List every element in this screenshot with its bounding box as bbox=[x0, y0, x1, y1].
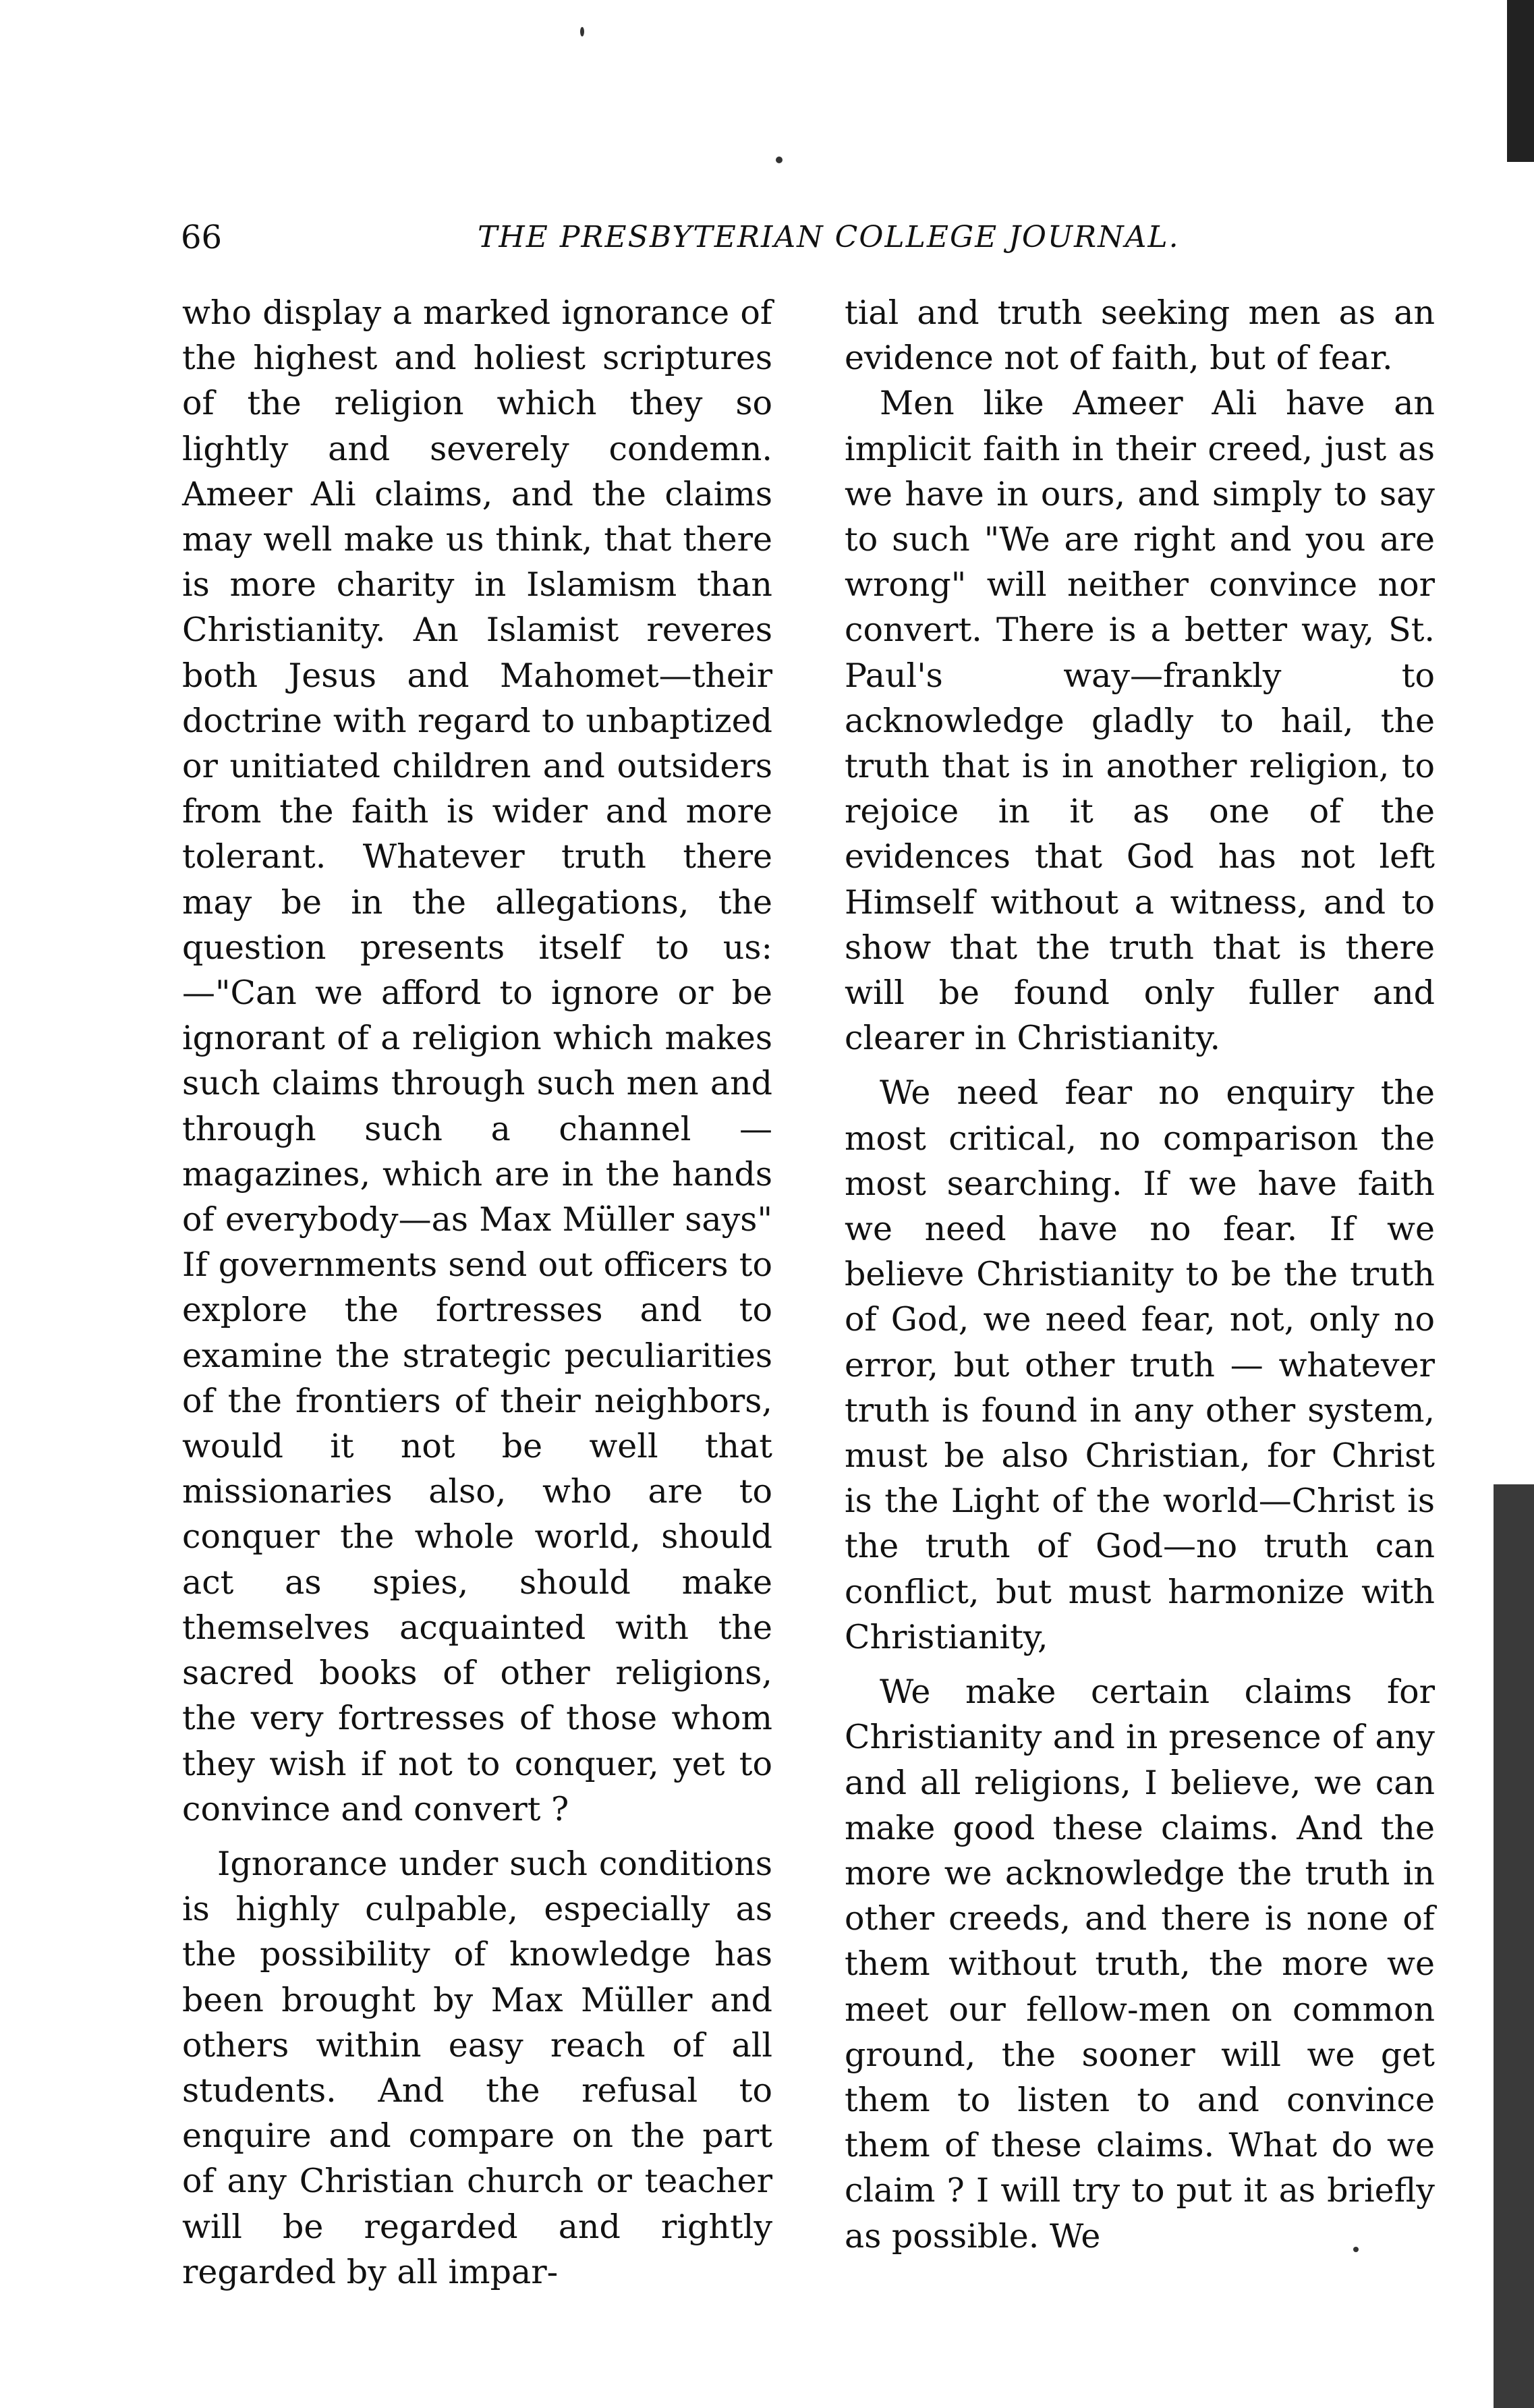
page-header bbox=[181, 211, 1341, 264]
binding-shadow-top bbox=[1507, 0, 1534, 162]
right-paragraph-1: tial and truth seeking men as an evidence not of faith, but of fear. bbox=[845, 293, 1435, 378]
running-title: THE PRESBYTERIAN COLLEGE JOURNAL. bbox=[478, 220, 1180, 254]
right-column bbox=[845, 290, 1435, 2259]
right-paragraph-3: We need fear no enquiry the most critical, no comparison the most searching. If we have faith we need have no fear. If we believe Christianity to be the truth of God, we need fear, not, only no error, but other truth — whatever truth is found in any other system, must be also Christian, for Christ is the Light of the world—Christ is the truth of God—no truth can conflict, but must harmonize with Christianity, bbox=[845, 1073, 1435, 1656]
scan-speck bbox=[1353, 2247, 1359, 2252]
left-column bbox=[182, 290, 772, 2295]
scan-speck bbox=[776, 157, 783, 163]
right-paragraph-2: Men like Ameer Ali have an implicit faith in their creed, just as we have in ours, and simply to say to such "We are right and you are wrong" will neither convince nor convert. There is a better way, St. Paul's way—frankly to acknowledge gladly to hail, the truth that is in another religion, to rejoice in it as one of the evidences that God has not left Himself without a witness, and to show that the truth that is there will be found only fuller and clearer in Christianity. bbox=[845, 384, 1435, 1058]
left-paragraph-2: Ignorance under such conditions is highly culpable, especially as the possibility of knowledge has been brought by Max Müller and others within easy reach of all students. And the refusal to enquire and compare on the part of any Christian church or teacher will be regarded and rightly regarded by all impar- bbox=[182, 1844, 772, 2291]
left-paragraph-1: who display a marked ignorance of the highest and holiest scriptures of the religion which they so lightly and severely condemn. Ameer Ali claims, and the claims may well make us think, that there is more charity in Islamism than Christianity. An Islamist reveres both Jesus and Mahomet—their doctrine with regard to unbaptized or unitiated children and outsiders from the faith is wider and more tolerant. Whatever truth there may be in the allegations, the question presents itself to us:—"Can we afford to ignore or be ignorant of a religion which makes such claims through such men and through such a channel —magazines, which are in the hands of everybody—as Max Müller says" If governments send out officers to explore the fortresses and to examine the strategic peculiarities of the frontiers of their neighbors, would it not be well that missionaries also, who are to conquer the whole world, should act as spies, should make themselves acquainted with the sacred books of other religions, the very fortresses of those whom they wish if not to conquer, yet to convince and convert ? bbox=[182, 293, 772, 1828]
scan-binding-edge bbox=[1460, 0, 1534, 2408]
scan-speck bbox=[580, 27, 584, 36]
right-paragraph-4: We make certain claims for Christianity and in presence of any and all religions, I believe, we can make good these claims. And the more we acknowledge the truth in other creeds, and there is none of them without truth, the more we meet our fellow-men on common ground, the sooner will we get them to listen to and convince them of these claims. What do we claim ? I will try to put it as briefly as possible. We bbox=[845, 1673, 1435, 2256]
binding-shadow-bottom bbox=[1494, 1484, 1534, 2408]
page-number: 66 bbox=[181, 219, 223, 256]
